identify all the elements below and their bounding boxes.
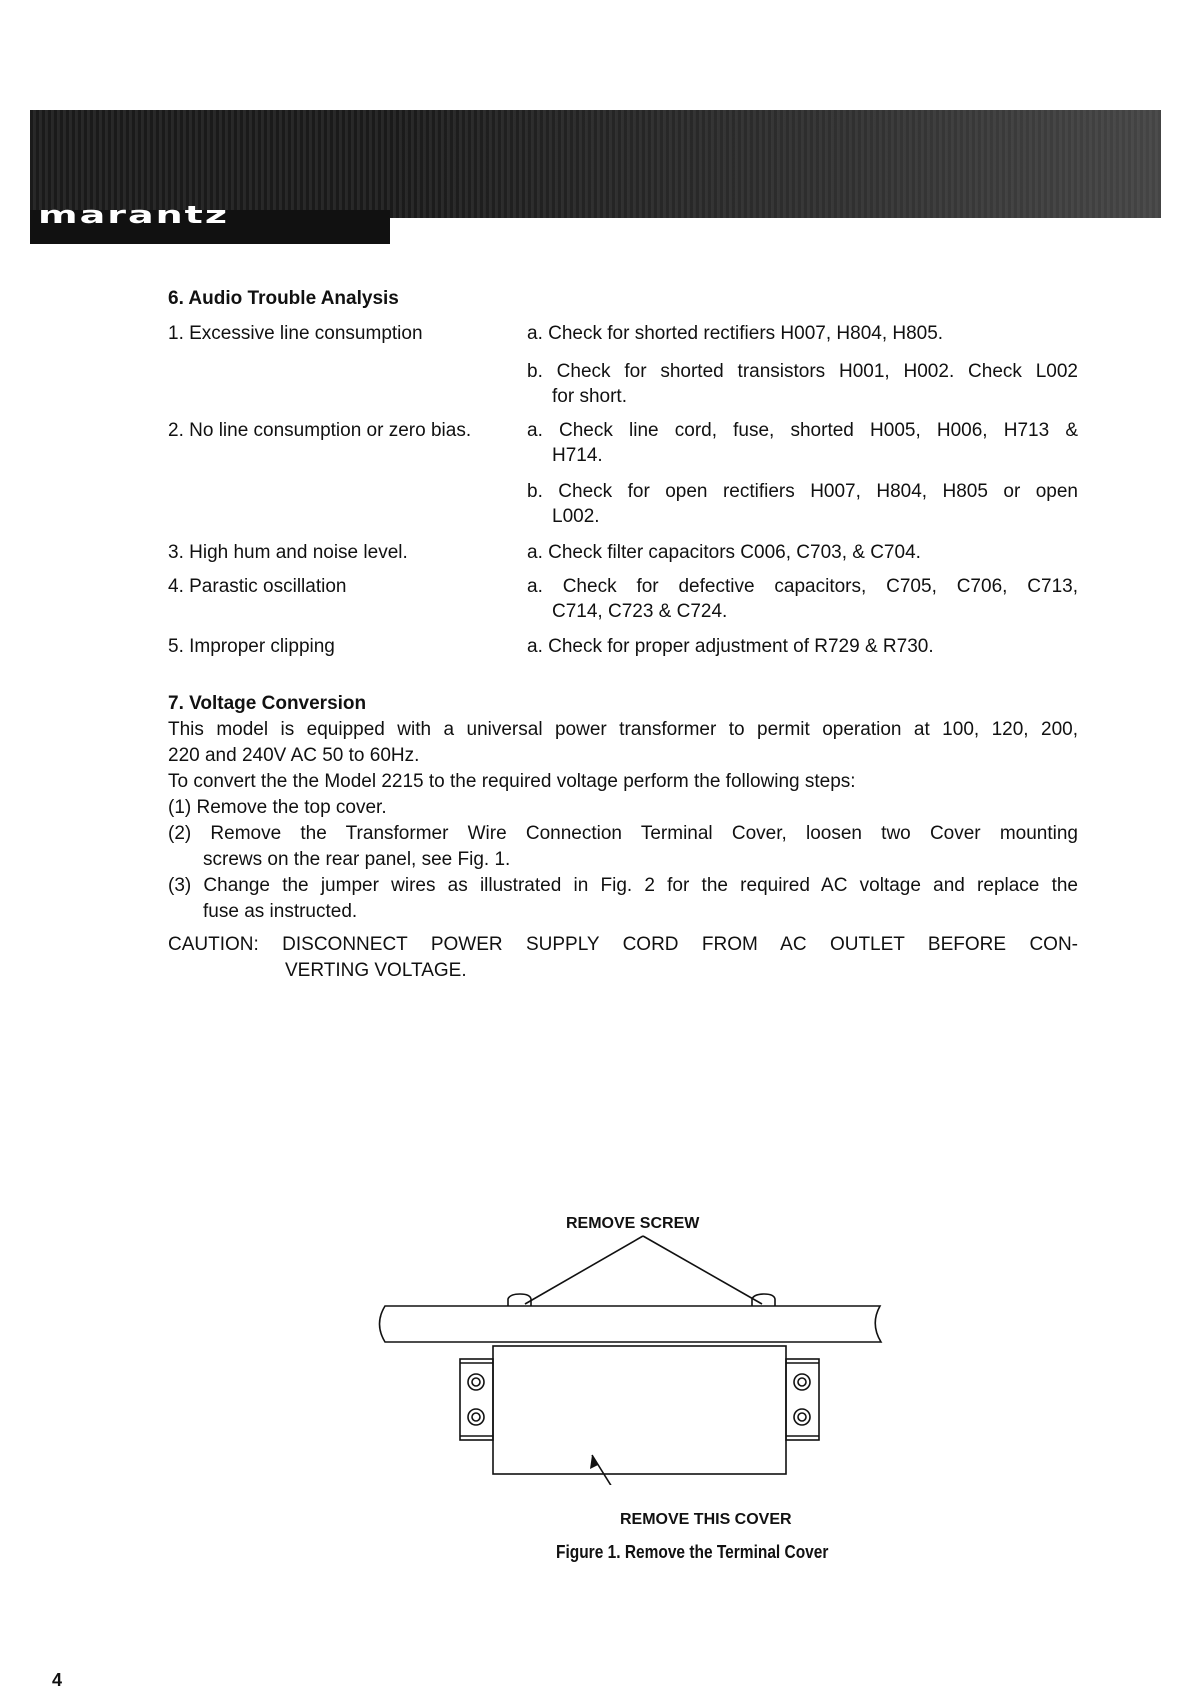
caution-line1: CAUTION: DISCONNECT POWER SUPPLY CORD FROM AC OUTLET BEFORE CON- [168,934,1078,955]
rear-panel [380,1306,882,1342]
cover-arrow [592,1455,625,1485]
problem-4: 4. Parastic oscillation [168,576,347,597]
check-3a: a. Check filter capacitors C006, C703, & C704. [527,542,921,563]
page-number: 4 [52,1670,63,1690]
step-3-line1: (3) Change the jumper wires as illustrated in Fig. 2 for the required AC voltage and replace the [168,875,1078,896]
screw-left-top [468,1374,484,1390]
problem-5: 5. Improper clipping [168,636,335,657]
brand-logo: marantz [38,201,229,229]
figure-1-diagram [370,1225,890,1485]
section-7-intro-line2: 220 and 240V AC 50 to 60Hz. [168,745,420,766]
step-2-line1: (2) Remove the Transformer Wire Connection Terminal Cover, loosen two Cover mounting [168,823,1078,844]
figure-1-caption: Figure 1. Remove the Terminal Cover [556,1542,829,1562]
check-2b-line2: L002. [552,506,600,527]
caution-line2: VERTING VOLTAGE. [285,960,467,981]
screw-right-top [794,1374,810,1390]
bracket-left [460,1359,493,1440]
check-2b-line1: b. Check for open rectifiers H007, H804, H805 or open [527,481,1078,502]
step-3-line2: fuse as instructed. [203,901,358,922]
step-1: (1) Remove the top cover. [168,797,387,818]
problem-3: 3. High hum and noise level. [168,542,408,563]
header-band-notch [390,218,1161,232]
section-7-title: 7. Voltage Conversion [168,693,367,714]
screw-arrow-right [643,1236,762,1304]
screw-arrow-left [525,1236,643,1304]
check-2a-line1: a. Check line cord, fuse, shorted H005, H006, H713 & [527,420,1078,441]
screw-left-bottom [468,1409,484,1425]
bracket-right [786,1359,819,1440]
check-4a-line2: C714, C723 & C724. [552,601,728,622]
section-7-intro-line3: To convert the the Model 2215 to the required voltage perform the following steps: [168,771,856,792]
terminal-cover [493,1346,786,1474]
screw-right-bottom [794,1409,810,1425]
section-6-title: 6. Audio Trouble Analysis [168,288,399,309]
check-2a-line2: H714. [552,445,603,466]
check-1b-line2: for short. [552,386,627,407]
check-4a-line1: a. Check for defective capacitors, C705, C706, C713, [527,576,1078,597]
label-remove-screw: REMOVE SCREW [566,1215,700,1232]
check-1a: a. Check for shorted rectifiers H007, H804, H805. [527,323,944,344]
section-7-intro-line1: This model is equipped with a universal power transformer to permit operation at 100, 120, 200, [168,719,1078,740]
check-1b-line1: b. Check for shorted transistors H001, H002. Check L002 [527,361,1078,382]
check-5a: a. Check for proper adjustment of R729 & R730. [527,636,934,657]
step-2-line2: screws on the rear panel, see Fig. 1. [203,849,511,870]
header-band-texture [390,110,1161,218]
screw-head-left [508,1294,531,1306]
problem-2: 2. No line consumption or zero bias. [168,420,472,441]
problem-1: 1. Excessive line consumption [168,323,423,344]
label-remove-cover: REMOVE THIS COVER [620,1511,792,1528]
